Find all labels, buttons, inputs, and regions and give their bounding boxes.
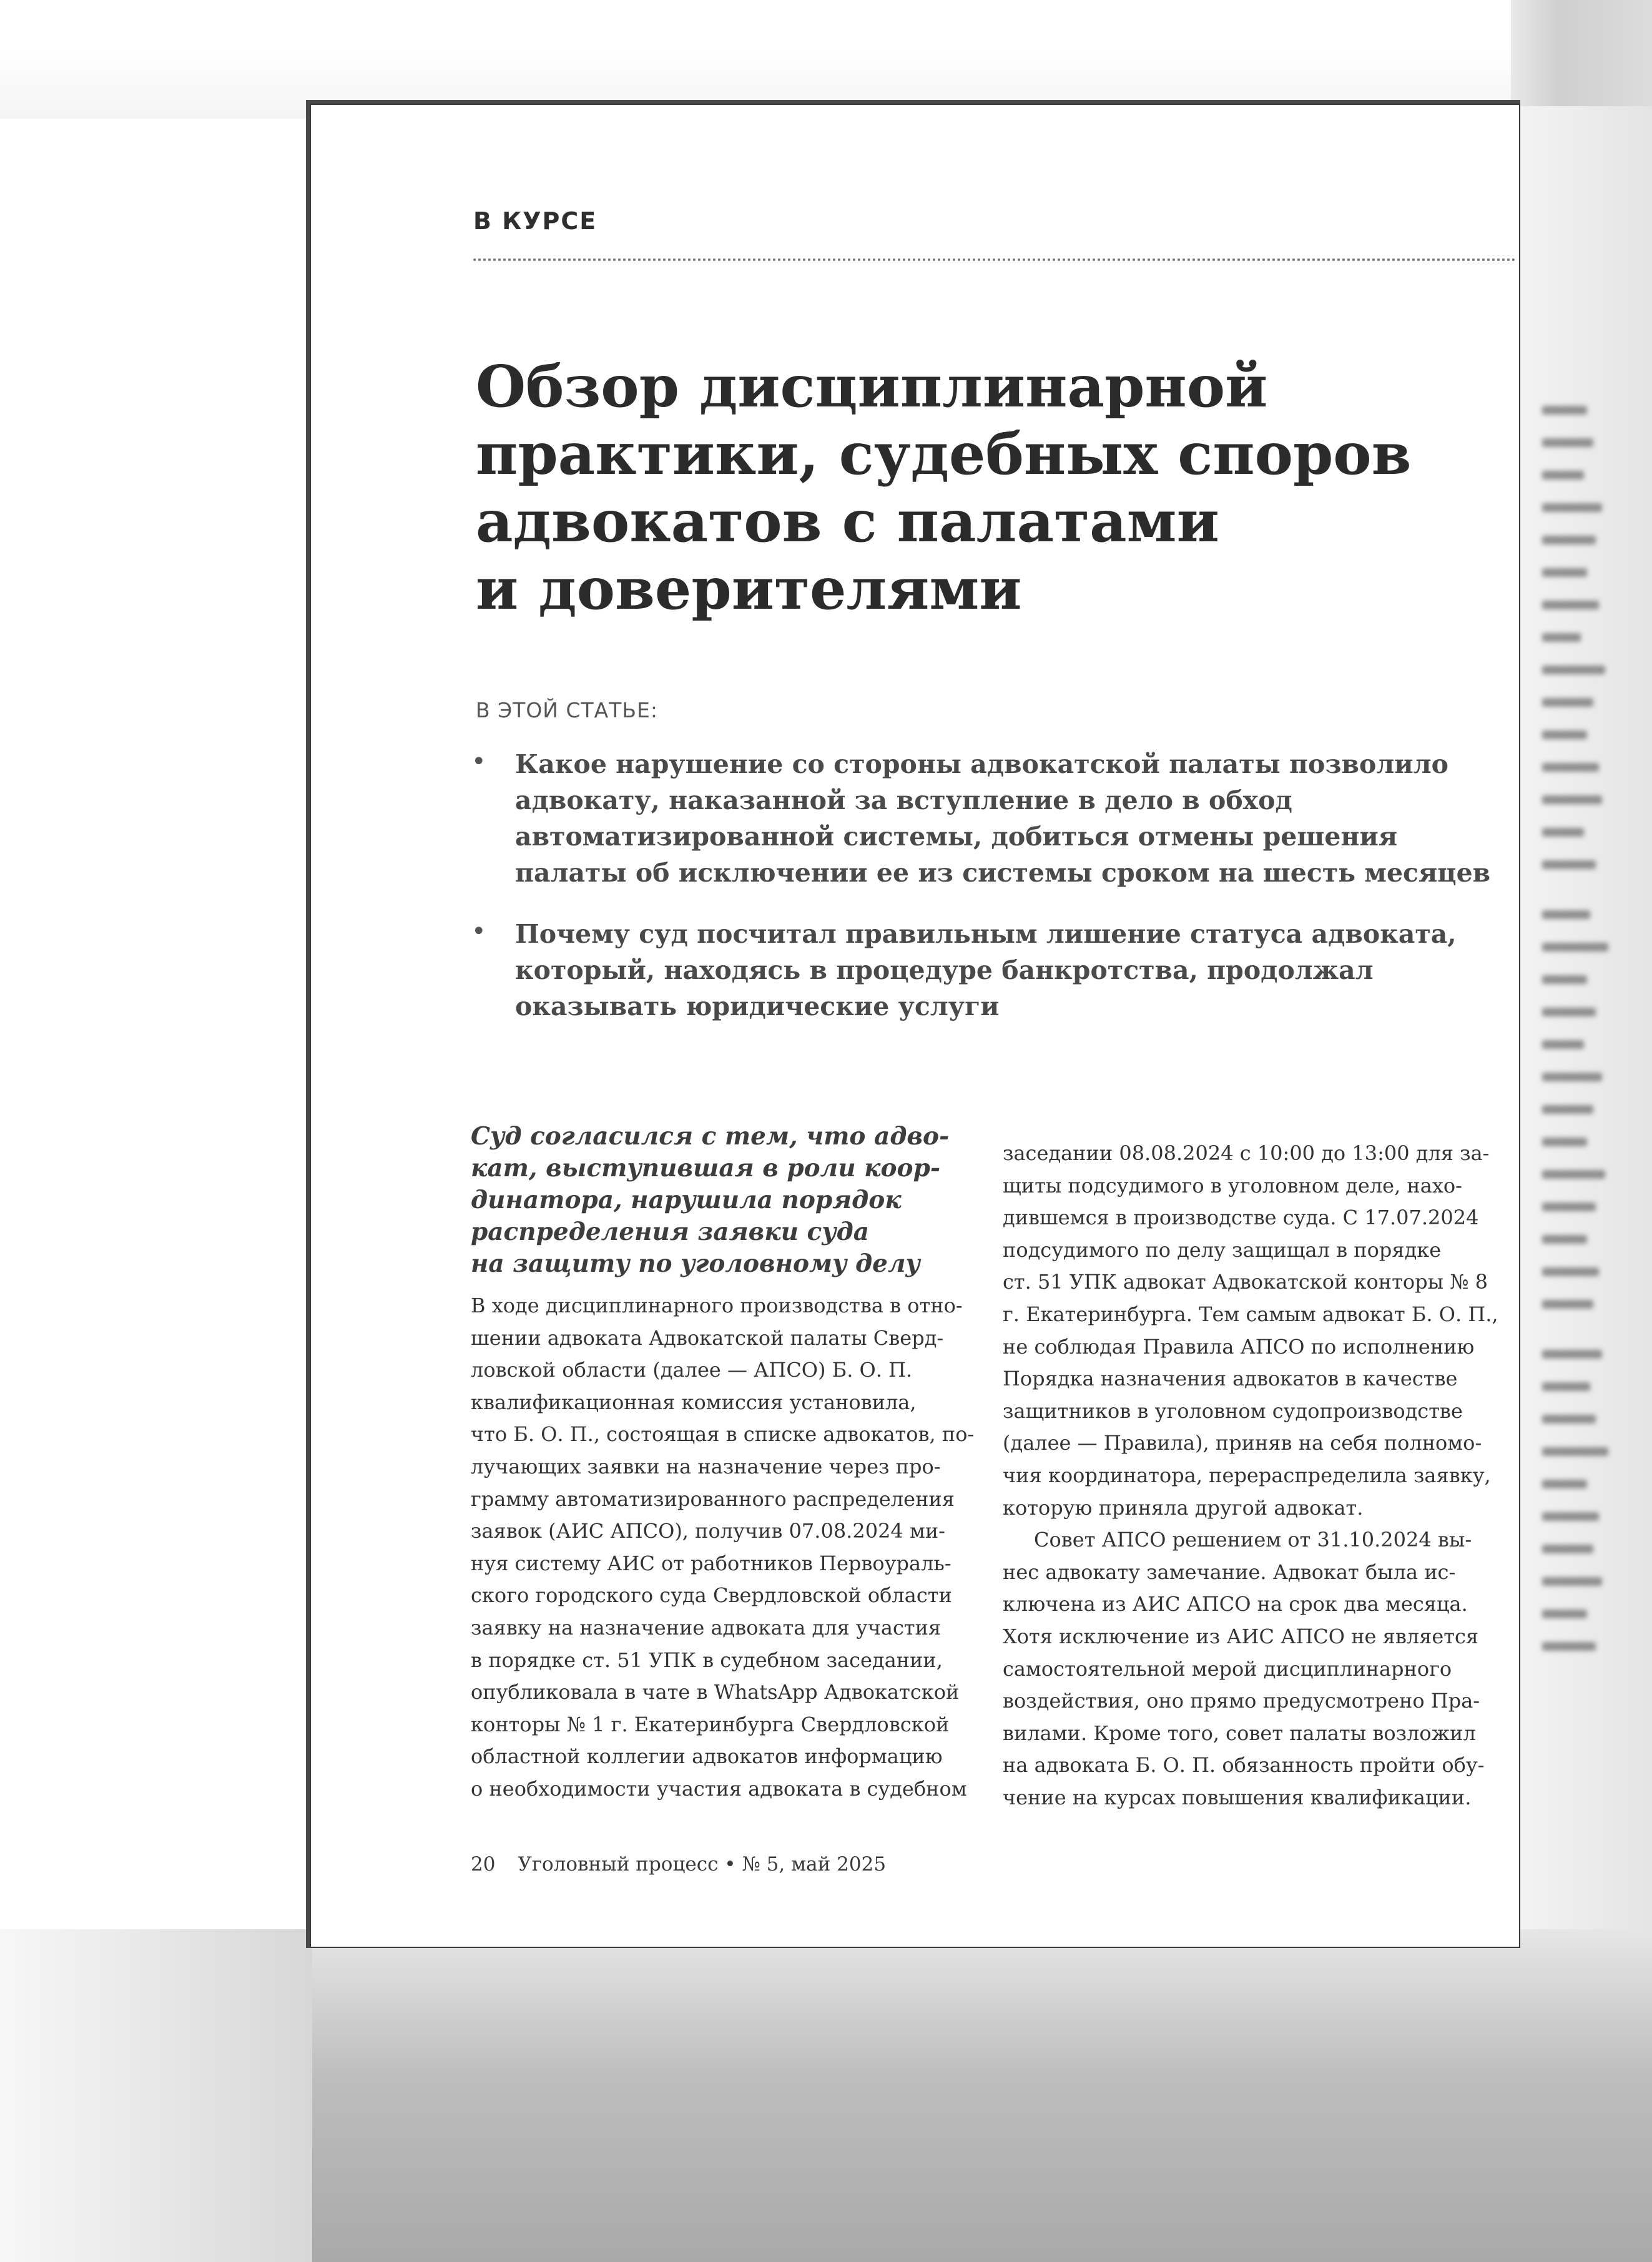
blurred-text-line (1542, 1415, 1596, 1424)
blurred-text-line (1542, 1138, 1587, 1146)
subheading-line: динатора, нарушила порядок (471, 1186, 902, 1214)
body-line: заявку на назначение адвоката для участия (471, 1615, 942, 1640)
body-line: дившемся в производстве суда. С 17.07.2024 (1003, 1206, 1479, 1230)
body-line: Хотя исключение из АИС АПСО не является (1003, 1624, 1479, 1648)
body-line: опубликовала в чате в WhatsApp Адвокатской (471, 1680, 960, 1704)
body-line: на адвоката Б. О. П. обязанность пройти обу- (1003, 1753, 1485, 1778)
blurred-text-line (1542, 1170, 1605, 1179)
body-paragraph (471, 1290, 975, 1806)
blurred-text-line (1542, 860, 1596, 869)
highlight-item (471, 916, 1520, 1025)
body-line: ключена из АИС АПСО на срок два месяца. (1003, 1592, 1468, 1616)
blurred-text-line (1542, 601, 1599, 609)
body-line: вилами. Кроме того, совет палаты возложил (1003, 1721, 1476, 1745)
body-line: нес адвокату замечание. Адвокат была ис- (1003, 1560, 1456, 1584)
highlight-item (471, 746, 1520, 891)
body-line: заседании 08.08.2024 с 10:00 до 13:00 для за- (1003, 1141, 1490, 1165)
body-line: лучающих заявки на назначение через про- (471, 1454, 941, 1478)
title-line: и доверителями (476, 555, 1022, 622)
blurred-text-line (1542, 568, 1587, 577)
adjacent-page-edge (1517, 106, 1652, 1954)
body-line: в порядке ст. 51 УПК в судебном заседании, (471, 1648, 943, 1672)
blurred-text-line (1542, 1610, 1587, 1618)
blurred-text-line (1542, 828, 1584, 837)
section-rubric: В КУРСЕ (473, 207, 597, 235)
body-line: о необходимости участия адвоката в судебном (471, 1776, 967, 1801)
blurred-text-line (1542, 1480, 1587, 1488)
dotted-divider (473, 258, 1516, 261)
body-line: конторы № 1 г. Екатеринбурга Свердловской (471, 1712, 950, 1736)
blurred-text-line (1542, 1382, 1590, 1391)
highlight-line: Какое нарушение со стороны адвокатской палаты позволило (515, 749, 1448, 779)
blurred-text-line (1542, 406, 1587, 415)
blurred-text-line (1542, 536, 1596, 544)
body-line: заявок (АИС АПСО), получив 07.08.2024 ми- (471, 1519, 945, 1543)
blurred-text-line (1542, 795, 1602, 804)
bullet-icon: • (471, 917, 486, 946)
journal-issue: Уголовный процесс • № 5, май 2025 (518, 1853, 887, 1876)
body-line: чение на курсах повышения квалификации. (1003, 1785, 1472, 1809)
blurred-text-line (1542, 763, 1599, 772)
bullet-icon: • (471, 747, 486, 776)
article-title (476, 353, 1450, 622)
body-line: областной коллегии адвокатов информацию (471, 1744, 943, 1769)
blurred-text-line (1542, 1267, 1599, 1276)
right-column (1003, 1138, 1502, 1814)
title-line: практики, судебных споров (476, 420, 1412, 488)
body-paragraph (1003, 1138, 1502, 1524)
body-line: которую приняла другой адвокат. (1003, 1495, 1364, 1520)
page-footer (471, 1853, 886, 1876)
body-line: В ходе дисциплинарного производства в отно- (471, 1294, 963, 1317)
highlight-line: адвокату, наказанной за вступление в дело в обход (515, 785, 1292, 815)
blurred-text-line (1542, 1300, 1593, 1309)
body-line: ловской области (далее — АПСО) Б. О. П. (471, 1358, 913, 1382)
body-line: чия координатора, перераспределила заявку, (1003, 1463, 1491, 1487)
highlight-line: оказывать юридические услуги (515, 991, 1000, 1021)
highlight-line: автоматизированной системы, добиться отмены решения (515, 822, 1398, 852)
body-line: воздействия, оно прямо предусмотрено Пра- (1003, 1689, 1480, 1713)
body-line: квалификационная комиссия установила, (471, 1390, 917, 1414)
blurred-text-line (1542, 503, 1602, 512)
body-line: что Б. О. П., состоящая в списке адвокатов, по- (471, 1422, 975, 1447)
blurred-text-line (1542, 666, 1605, 674)
blurred-text-line (1542, 1040, 1584, 1049)
blurred-text-line (1542, 1202, 1596, 1211)
body-line: нуя систему АИС от работников Первоураль- (471, 1551, 951, 1575)
blurred-text-line (1542, 1105, 1593, 1114)
blurred-text-line (1542, 698, 1593, 707)
highlight-text (515, 746, 1520, 891)
highlight-line: палаты об исключении ее из системы сроком на шесть месяцев (515, 858, 1491, 888)
blurred-text-line (1542, 1235, 1587, 1244)
subheading-line: кат, выступившая в роли коор- (471, 1154, 941, 1183)
subheading-line: Суд согласился с тем, что адво- (471, 1122, 950, 1151)
blurred-text-line (1542, 471, 1584, 479)
section-subheading (471, 1121, 970, 1280)
in-this-article-label: В ЭТОЙ СТАТЬЕ: (476, 698, 659, 722)
body-line: (далее — Правила), приняв на себя полномо- (1003, 1431, 1482, 1455)
body-line: ского городского суда Свердловской области (471, 1583, 952, 1608)
blurred-text-line (1542, 1008, 1596, 1016)
body-line: самостоятельной мерой дисциплинарного (1003, 1656, 1452, 1681)
blurred-text-line (1542, 438, 1593, 447)
body-line: Совет АПСО решением от 31.10.2024 вы- (1034, 1528, 1472, 1552)
body-line: ст. 51 УПК адвокат Адвокатской конторы № 8 (1003, 1270, 1488, 1294)
blurred-text-line (1542, 975, 1587, 984)
highlight-text (515, 916, 1520, 1025)
blurred-text-line (1542, 1073, 1602, 1081)
blurred-text-line (1542, 910, 1590, 919)
highlight-line: Почему суд посчитал правильным лишение статуса адвоката, (515, 919, 1457, 949)
blurred-text-line (1542, 1447, 1608, 1456)
left-column (471, 1121, 975, 1806)
body-paragraph (1003, 1524, 1502, 1814)
blurred-text-line (1542, 1642, 1596, 1651)
page-number: 20 (471, 1853, 496, 1876)
scan-background-bottom-left (0, 1929, 312, 2262)
blurred-text-line (1542, 943, 1608, 952)
blurred-text-line (1542, 1545, 1593, 1553)
body-line: г. Екатеринбурга. Тем самым адвокат Б. О. П., (1003, 1302, 1498, 1326)
blurred-text-line (1542, 1350, 1602, 1359)
title-line: Обзор дисциплинарной (476, 353, 1268, 420)
subheading-line: на защиту по уголовному делу (471, 1249, 920, 1278)
blurred-text-line (1542, 633, 1581, 642)
blurred-text-line (1542, 1577, 1602, 1586)
body-line: защитников в уголовном судопроизводстве (1003, 1399, 1463, 1423)
body-line: Порядка назначения адвокатов в качестве (1003, 1367, 1458, 1391)
blurred-text-line (1542, 730, 1587, 739)
article-highlights (471, 746, 1520, 1050)
highlight-line: который, находясь в процедуре банкротства, продолжал (515, 955, 1374, 985)
body-line: грамму автоматизированного распределения (471, 1487, 955, 1511)
subheading-line: распределения заявки суда (471, 1217, 870, 1246)
title-line: адвокатов с палатами (476, 488, 1219, 555)
body-line: шении адвоката Адвокатской палаты Сверд- (471, 1325, 944, 1350)
body-line: щиты подсудимого в уголовном деле, нахо- (1003, 1173, 1462, 1197)
blurred-text-line (1542, 1512, 1599, 1521)
body-line: подсудимого по делу защищал в порядке (1003, 1237, 1442, 1262)
body-line: не соблюдая Правила АПСО по исполнению (1003, 1334, 1475, 1359)
